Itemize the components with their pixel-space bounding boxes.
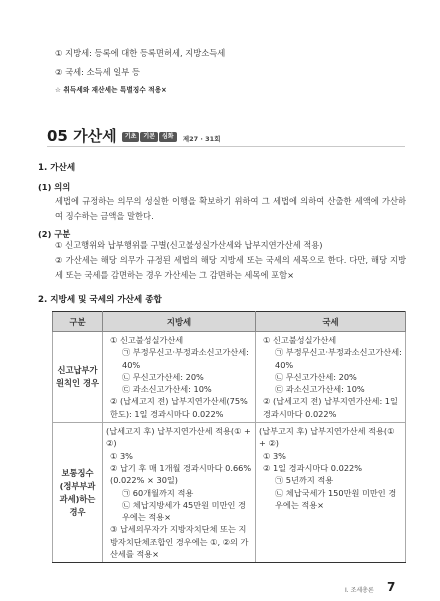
classification-line2: ② 가산세는 해당 의무가 규정된 세법의 해당 지방세 또는 국세의 세목으로 한다. 다만, 해당 지방세 또는 국세를 감면하는 경우 가산세는 그 감면하는 세목에 포함× xyxy=(55,255,406,280)
list-item: ① 3% xyxy=(263,450,286,461)
row-label-self-report: 신고납부가 원칙인 경우 xyxy=(53,332,103,423)
list-item: ③ 납세의무자가 지방자치단체 또는 지방자치단체조합인 경우에는 ①, ②의 가산세를 적용× xyxy=(110,524,249,560)
badge-standard: 기본 xyxy=(140,132,158,142)
list-item: ② 1일 경과시마다 0.022% xyxy=(263,462,363,473)
footer-chapter: I. 조세총론 xyxy=(345,587,374,594)
badge-advanced: 심화 xyxy=(159,132,177,142)
list-item: ㉡ 체납국세가 150만원 미만인 경우에는 적용× xyxy=(275,487,397,510)
list-item: ① 신고불성실가산세 xyxy=(263,335,337,345)
badge-basic: 기초 xyxy=(122,132,140,142)
list-item: ② (납세고지 전) 납부지연가산세: 1일 경과시마다 0.022% xyxy=(263,396,398,419)
header-local-tax: 지방세 xyxy=(103,312,256,332)
meaning-title: (1) 의의 xyxy=(38,182,71,192)
cell-local-government-assessment xyxy=(103,423,256,563)
header-category: 구분 xyxy=(53,312,103,332)
list-item: ② (납세고지 전) 납부지연가산세(75% 한도): 1일 경과시마다 0.022% xyxy=(110,396,248,419)
list-item: ㉠ 부정무신고·부정과소신고가산세: 40% xyxy=(122,347,249,370)
table-row xyxy=(53,332,406,423)
list-item: ① 신고불성실가산세 xyxy=(110,335,184,345)
classification-line1: ① 신고행위와 납부행위를 구별(신고불성실가산세와 납부지연가산세 적용) xyxy=(55,240,323,250)
meaning-text: 세법에 규정하는 의무의 성실한 이행을 확보하기 위하여 그 세법에 의하여 산출한 세액에 가산하여 징수하는 금액을 말한다. xyxy=(55,196,406,221)
list-item: (납세고지 후) 납부지연가산세 적용(① + ②) xyxy=(106,426,251,449)
cell-national-self-report xyxy=(256,332,406,423)
list-item: ㉠ 60개월까지 적용 xyxy=(122,487,194,498)
tax-table xyxy=(52,311,406,563)
cell-national-government-assessment xyxy=(256,423,406,563)
list-item: ① 3% xyxy=(110,450,133,461)
list-item: ㉠ 5년까지 적용 xyxy=(275,475,334,486)
section-title: 가산세 xyxy=(73,127,117,145)
table-row xyxy=(53,423,406,563)
top-item-2: ② 국세: 소득세 일부 등 xyxy=(55,67,140,77)
list-item: ㉡ 무신고가산세: 20% xyxy=(275,371,357,382)
heading-2: 2. 지방세 및 국세의 가산세 종합 xyxy=(38,295,162,305)
section-divider xyxy=(47,146,405,147)
handwritten-note: ☆ 취득세와 재산세는 특별징수 적용× xyxy=(55,86,167,94)
list-item: ㉡ 체납지방세가 45만원 미만인 경우에는 적용× xyxy=(122,499,246,523)
cell-local-self-report xyxy=(103,332,256,423)
list-item: ② 납기 후 매 1개월 경과시마다 0.66% (0.022% × 30일) xyxy=(110,462,252,486)
header-national-tax: 국세 xyxy=(256,312,406,332)
list-item: ㉡ 무신고가산세: 20% xyxy=(122,371,204,382)
list-item: ㉢ 과소신고가산세: 10% xyxy=(122,384,212,395)
list-item: ㉠ 부정무신고·부정과소신고가산세: 40% xyxy=(275,347,402,370)
heading-1: 1. 가산세 xyxy=(38,163,76,173)
list-item: (납부고지 후) 납부지연가산세 적용(① + ②) xyxy=(259,426,395,449)
top-item-1: ① 지방세: 등록에 대한 등록면허세, 지방소득세 xyxy=(55,48,226,58)
classification-title: (2) 구분 xyxy=(38,229,71,239)
page-number: 7 xyxy=(387,580,396,594)
exam-references: 제27 · 31회 xyxy=(182,135,221,143)
list-item: ㉢ 과소신고가산세: 10% xyxy=(275,384,365,395)
row-label-government-assessment: 보통징수 (정부부과 과세)하는 경우 xyxy=(53,423,103,563)
table-header-row xyxy=(53,312,406,332)
section-header xyxy=(47,125,221,146)
section-number: 05 xyxy=(47,127,68,145)
